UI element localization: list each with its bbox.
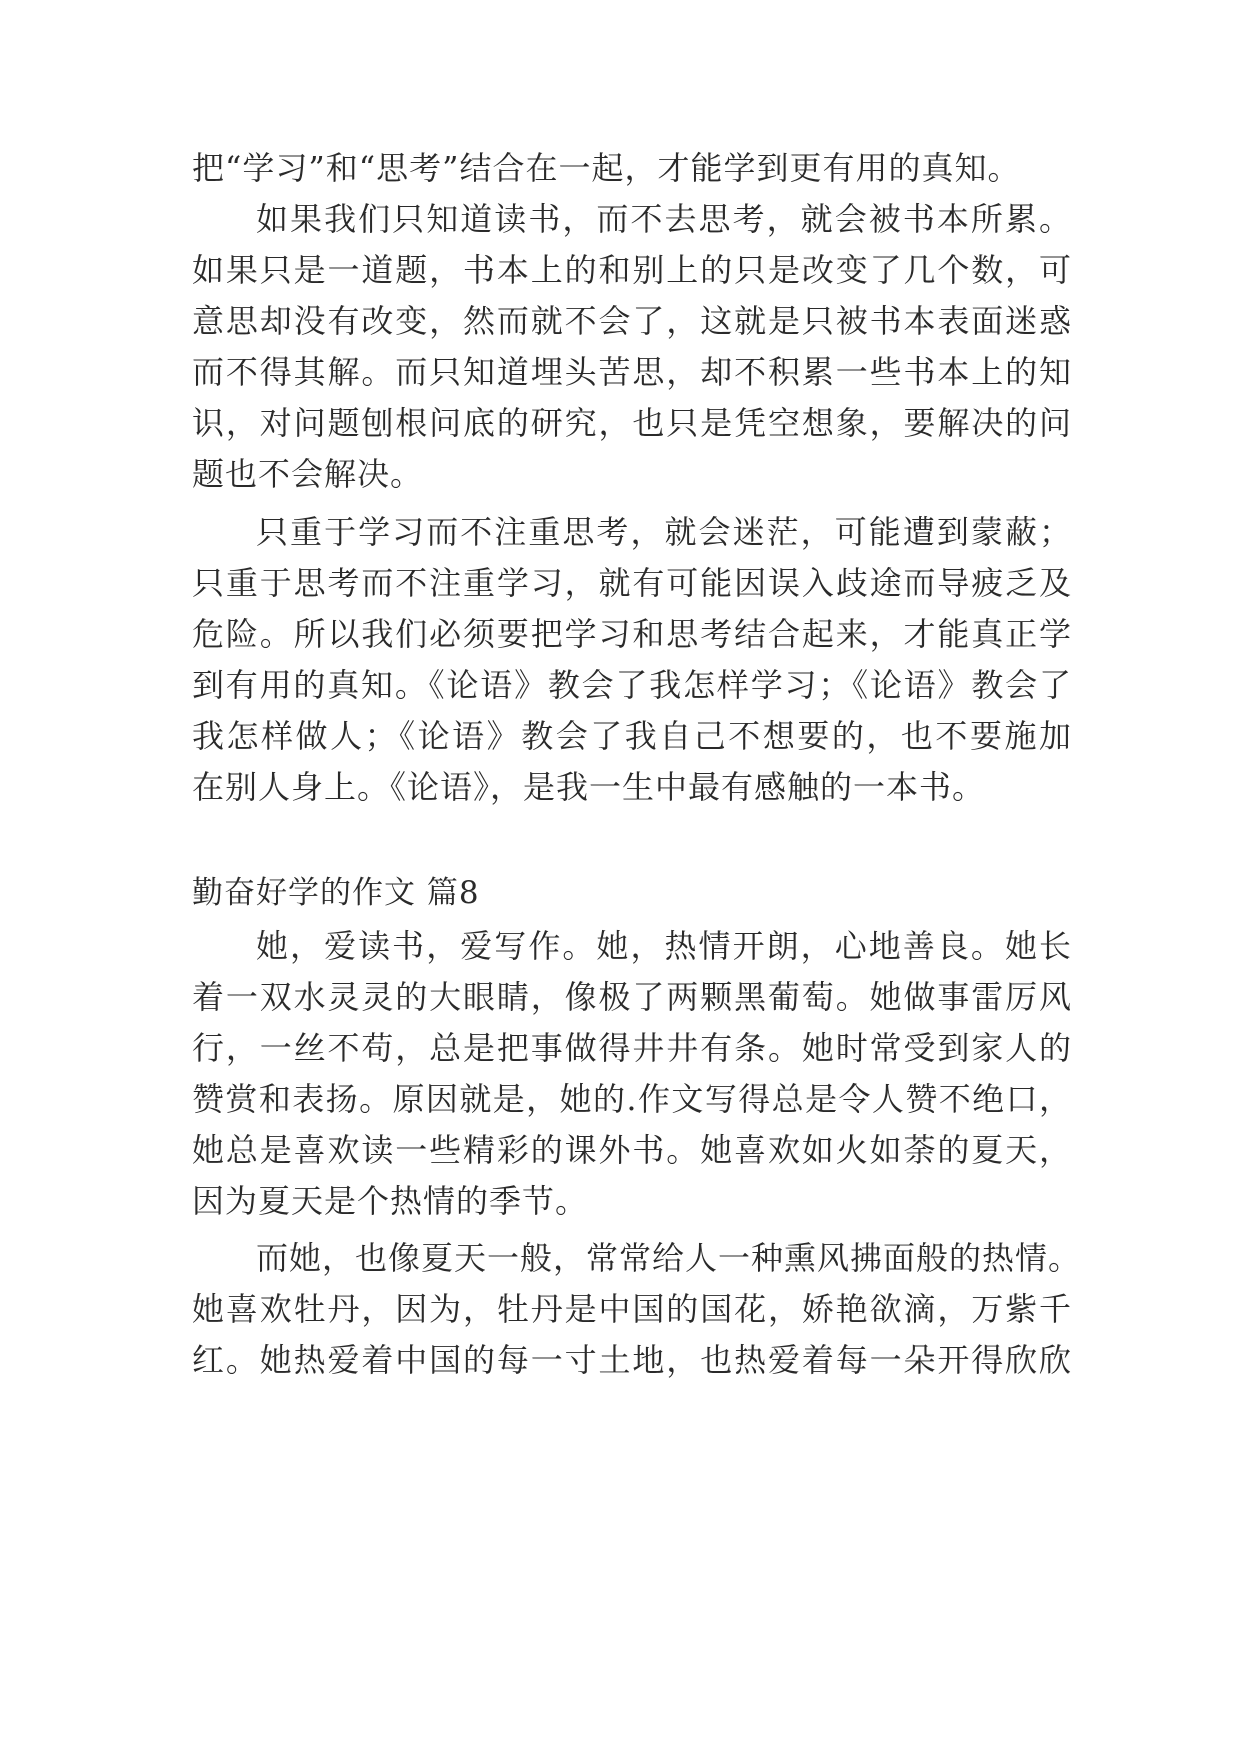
paragraph-line: 如果只是一道题，书本上的和别上的只是改变了几个数，可 <box>192 251 1072 289</box>
paragraph-line: 她总是喜欢读一些精彩的课外书。她喜欢如火如荼的夏天， <box>192 1131 1072 1169</box>
paragraph-line: 她喜欢牡丹，因为，牡丹是中国的国花，娇艳欲滴，万紫千 <box>192 1290 1072 1328</box>
paragraph-line: 在别人身上。《论语》，是我一生中最有感触的一本书。 <box>192 768 986 806</box>
paragraph-line: 意思却没有改变，然而就不会了，这就是只被书本表面迷惑 <box>192 302 1072 340</box>
paragraph-line: 行，一丝不苟，总是把事做得井井有条。她时常受到家人的 <box>192 1029 1072 1067</box>
paragraph-line: 而她，也像夏天一般，常常给人一种熏风拂面般的热情。 <box>256 1239 1082 1277</box>
paragraph-line: 因为夏天是个热情的季节。 <box>192 1182 589 1220</box>
paragraph-line: 题也不会解决。 <box>192 455 424 493</box>
paragraph-line: 只重于学习而不注重思考，就会迷茫，可能遭到蒙蔽； <box>256 513 1072 551</box>
paragraph-line: 我怎样做人；《论语》教会了我自己不想要的，也不要施加 <box>192 717 1072 755</box>
paragraph-line: 她，爱读书，爱写作。她，热情开朗，心地善良。她长 <box>256 927 1072 965</box>
paragraph-line: 到有用的真知。《论语》教会了我怎样学习；《论语》教会了 <box>192 666 1072 704</box>
paragraph-line: 红。她热爱着中国的每一寸土地，也热爱着每一朵开得欣欣 <box>192 1341 1072 1379</box>
paragraph-line: 识，对问题刨根问底的研究，也只是凭空想象，要解决的问 <box>192 404 1072 442</box>
paragraph-line: 而不得其解。而只知道埋头苦思，却不积累一些书本上的知 <box>192 353 1072 391</box>
paragraph-line: 危险。所以我们必须要把学习和思考结合起来，才能真正学 <box>192 615 1072 653</box>
paragraph-line: 把“学习”和“思考”结合在一起，才能学到更有用的真知。 <box>192 149 1021 187</box>
paragraph-line: 着一双水灵灵的大眼睛，像极了两颗黑葡萄。她做事雷厉风 <box>192 978 1072 1016</box>
paragraph-line: 如果我们只知道读书，而不去思考，就会被书本所累。 <box>256 200 1072 238</box>
paragraph-line: 只重于思考而不注重学习，就有可能因误入歧途而导疲乏及 <box>192 564 1072 602</box>
paragraph-line: 赞赏和表扬。原因就是，她的.作文写得总是令人赞不绝口， <box>192 1080 1072 1118</box>
section-heading: 勤奋好学的作文 篇8 <box>192 875 480 911</box>
